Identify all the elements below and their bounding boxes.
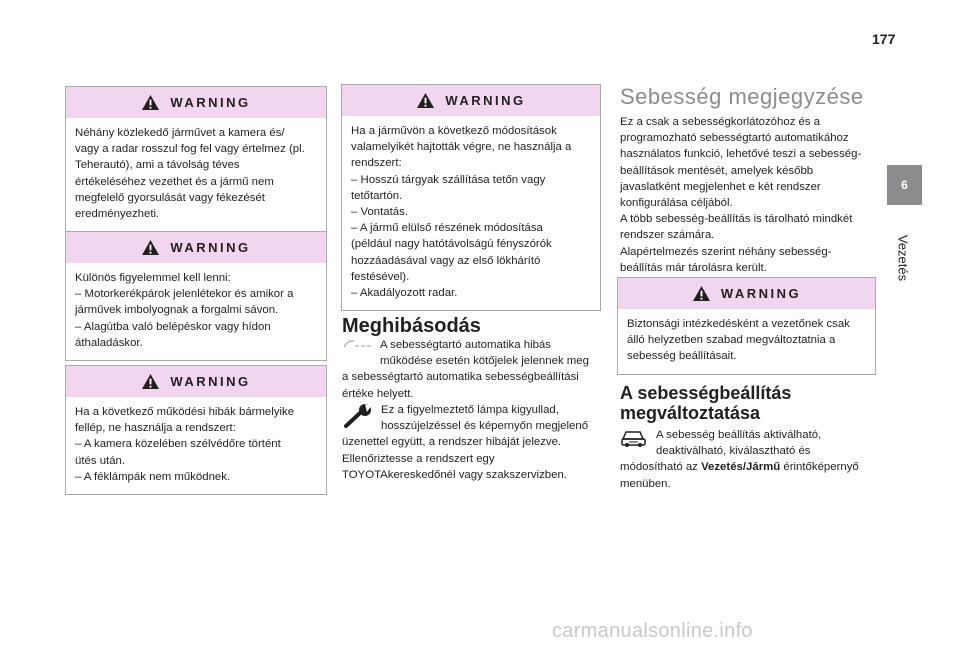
warning-title: WARNING bbox=[720, 286, 802, 301]
chapter-title bbox=[893, 218, 913, 298]
warning-line: valamelyikét hajtották végre, ne használja a bbox=[351, 141, 572, 154]
text-line: hosszújelzéssel és képernyőn megjelenő bbox=[381, 420, 589, 433]
text-line: beállítások mentését, amelyek később bbox=[620, 164, 814, 177]
page-number: 177 bbox=[872, 31, 896, 47]
warning-line: álló helyzetben szabad megváltoztatnia a bbox=[627, 334, 836, 347]
warning-triangle-icon bbox=[416, 92, 435, 109]
warning-line: áthaladáskor. bbox=[75, 336, 143, 349]
text-line: programozható sebességtartó automatikához bbox=[620, 132, 849, 145]
warning-triangle-icon bbox=[692, 285, 711, 302]
warning-line: – Motorkerékpárok jelenlétekor és amikor a bbox=[75, 288, 294, 301]
warning-line: fellép, ne használja a rendszert: bbox=[75, 422, 236, 435]
change-paragraph bbox=[620, 427, 882, 492]
text-line: A sebesség beállítás aktiválható, bbox=[656, 429, 822, 441]
section-title-sebesseg-megjegyzese: Sebesség megjegyzése bbox=[620, 84, 864, 109]
warning-line: (például nagy hatótávolságú fényszórók bbox=[351, 238, 552, 251]
section-title-sebessegbeallitas bbox=[620, 383, 791, 423]
text-line: A több sebesség-beállítás is tárolható mindkét bbox=[620, 213, 853, 226]
text-line: konfigurálása céljából. bbox=[620, 197, 733, 210]
warning-triangle-icon bbox=[141, 373, 160, 390]
text-line: Alapértelmezés szerint néhány sebesség- bbox=[620, 245, 832, 258]
heading-line: megváltoztatása bbox=[620, 403, 761, 423]
text-line: működése esetén kötőjelek jelennek meg bbox=[380, 355, 589, 368]
text-line: javaslatként megjelenhet e két rendszer bbox=[620, 180, 821, 193]
warning-title: WARNING bbox=[445, 93, 526, 108]
warning-line: – A jármű elülső részének módosítása bbox=[351, 222, 543, 235]
memo-paragraph bbox=[620, 114, 882, 276]
warning-title: WARNING bbox=[170, 95, 251, 110]
warning-header bbox=[66, 232, 326, 263]
text-line: értéke helyett. bbox=[342, 387, 414, 400]
warning-line: – Vontatás. bbox=[351, 206, 408, 219]
text-line: üzenettel együtt, a rendszer hibáját jelezve. bbox=[342, 436, 562, 449]
warning-header bbox=[66, 87, 326, 118]
warning-line: tetőtartón. bbox=[351, 189, 403, 202]
text-line: a sebességtartó automatika sebességbeállítási bbox=[342, 371, 579, 384]
meghibasodas-paragraph-1 bbox=[342, 337, 604, 402]
warning-line: – A kamera közelében szélvédőre történt bbox=[75, 438, 281, 451]
warning-box-2 bbox=[65, 231, 327, 361]
warning-line: hozzáadásával vagy az első lökhárító bbox=[351, 254, 541, 267]
warning-line: – Hosszú tárgyak szállítása tetőn vagy bbox=[351, 173, 546, 186]
warning-text bbox=[66, 263, 326, 360]
section-title-meghibasodas: Meghibásodás bbox=[342, 315, 481, 337]
text-line: Ez a csak a sebességkorlátozóhoz és a bbox=[620, 116, 821, 128]
warning-box-4 bbox=[341, 84, 601, 311]
text-line: menüben. bbox=[620, 477, 671, 490]
warning-title: WARNING bbox=[170, 240, 251, 255]
warning-text bbox=[618, 309, 875, 374]
warning-line: értékeléséhez vezethet és a jármű nem bbox=[75, 175, 274, 188]
warning-line: – A féklámpák nem működnek. bbox=[75, 470, 231, 483]
warning-text bbox=[342, 116, 600, 310]
warning-line: ütés után. bbox=[75, 454, 126, 467]
warning-line: – Alagútba való belépéskor vagy hídon bbox=[75, 320, 271, 333]
warning-line: eredményezheti. bbox=[75, 208, 160, 221]
heading-line: A sebességbeállítás bbox=[620, 383, 792, 403]
warning-line: Biztonsági intézkedésként a vezetőnek csak bbox=[627, 318, 850, 330]
warning-line: Ha a következő működési hibák bármelyike bbox=[75, 406, 295, 418]
text-line: rendszer számára. bbox=[620, 229, 715, 242]
warning-line: rendszert: bbox=[351, 157, 402, 170]
warning-header bbox=[66, 366, 326, 397]
warning-box-5 bbox=[617, 277, 876, 375]
warning-text bbox=[66, 118, 326, 231]
text-line: Ez a figyelmeztető lámpa kigyullad, bbox=[381, 404, 559, 416]
warning-triangle-icon bbox=[141, 94, 160, 111]
text-fragment: módosítható az bbox=[620, 461, 702, 474]
warning-box-1 bbox=[65, 86, 327, 232]
warning-box-3 bbox=[65, 365, 327, 495]
warning-line: Teherautó), ami a távolság téves bbox=[75, 159, 240, 172]
text-line: Ellenőriztesse a rendszert egy bbox=[342, 452, 495, 465]
warning-line: Különös figyelemmel kell lenni: bbox=[75, 272, 231, 284]
watermark: carmanualsonline.info bbox=[552, 620, 753, 642]
warning-line: járművek imbolyognak a forgalmi sávon. bbox=[75, 304, 279, 317]
text-line: deaktiválható, kiválasztható és bbox=[656, 445, 811, 458]
text-fragment: érintőképernyő bbox=[780, 461, 859, 474]
text-line: beállítás már tárolásra került. bbox=[620, 261, 767, 274]
warning-line: Ha a járművön a következő módosítások bbox=[351, 125, 557, 137]
warning-line: Néhány közlekedő járművet a kamera és/ bbox=[75, 127, 285, 139]
warning-header bbox=[342, 85, 600, 116]
warning-triangle-icon bbox=[141, 239, 160, 256]
warning-line: sebesség beállításait. bbox=[627, 350, 737, 363]
meghibasodas-paragraph-2 bbox=[342, 402, 604, 483]
text-line: használatos funkció, lehetővé teszi a sebesség- bbox=[620, 148, 862, 161]
warning-line: megfelelő gyorsulását vagy fékezését bbox=[75, 191, 265, 204]
warning-line: – Akadályozott radar. bbox=[351, 287, 458, 300]
warning-line: vagy a radar rosszul fog fel vagy értelmez (pl. bbox=[75, 143, 305, 156]
text-line: A sebességtartó automatika hibás bbox=[380, 339, 551, 351]
warning-title: WARNING bbox=[170, 374, 251, 389]
warning-header bbox=[618, 278, 875, 309]
chapter-tab bbox=[887, 165, 922, 205]
warning-text bbox=[66, 397, 326, 494]
warning-line: festésével). bbox=[351, 270, 410, 283]
chapter-number: 6 bbox=[901, 178, 908, 192]
text-line: TOYOTAkereskedőnél vagy szakszervizben. bbox=[342, 468, 567, 481]
menu-path: Vezetés/Jármű bbox=[701, 461, 781, 474]
chapter-title-text: Vezetés bbox=[895, 234, 911, 282]
text-line bbox=[620, 459, 882, 475]
